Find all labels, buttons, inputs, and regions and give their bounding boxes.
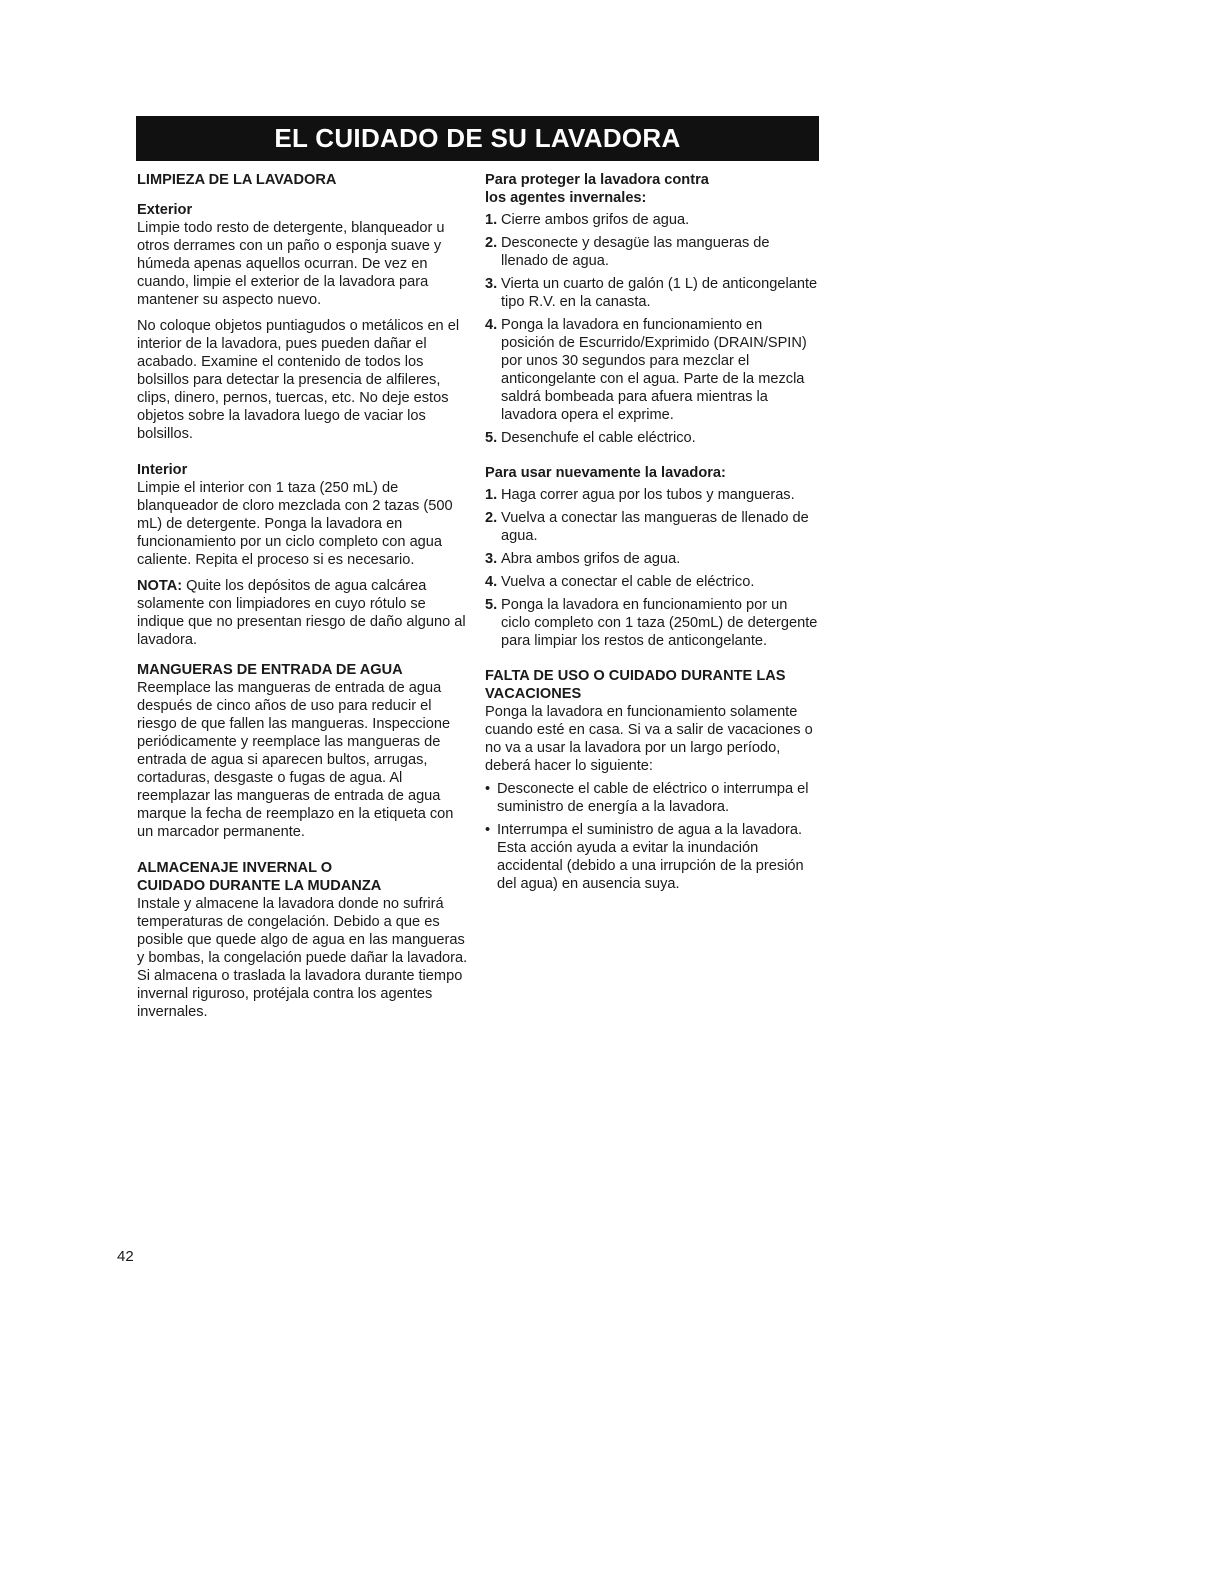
storage-title-line-2: CUIDADO DURANTE LA MUDANZA [137,878,382,894]
exterior-heading: Exterior [137,202,193,218]
exterior-paragraph-1: Limpie todo resto de detergente, blanqueador u otros derrames con un paño o esponja suave y húmeda apenas aquellos ocurran. De vez en cuando, limpie el exterior de la lavadora para mantener su aspecto nuevo. [137,220,445,308]
winter-heading-line-1: Para proteger la lavadora contra [485,172,709,188]
list-item [485,509,819,545]
step-number: 2. [485,510,498,526]
hoses-section-title: MANGUERAS DE ENTRADA DE AGUA [137,662,403,678]
list-item [485,596,819,650]
step-text: Vierta un cuarto de galón (1 L) de anticongelante tipo R.V. en la canasta. [501,276,818,310]
step-text: Desconecte y desagüe las mangueras de llenado de agua. [501,235,770,269]
note-text: Quite los depósitos de agua calcárea solamente con limpiadores en cuyo rótulo se indique que no presentan riesgo de daño alguno al lavadora. [137,578,466,648]
step-text: Cierre ambos grifos de agua. [501,212,690,228]
vacation-bullets-list [485,780,819,893]
list-item [485,573,819,591]
list-item [485,275,819,311]
hoses-paragraph: Reemplace las mangueras de entrada de agua después de cinco años de uso para reducir el riesgo de que fallen las mangueras. Inspeccione periódicamente y reemplace las mangueras de entrada de agua si aparecen bultos, arrugas, cortaduras, desgaste o fugas de agua. Al reemplazar las mangueras de entrada de agua marque la fecha de reemplazo en la etiqueta con un marcador permanente. [137,680,454,840]
vacation-paragraph: Ponga la lavadora en funcionamiento solamente cuando esté en casa. Si va a salir de vacaciones o no va a usar la lavadora por un largo período, deberá hacer lo siguiente: [485,704,813,774]
list-item [485,234,819,270]
bullet-text: Desconecte el cable de eléctrico o interrumpa el suministro de energía a la lavadora. [497,781,809,815]
interior-heading: Interior [137,462,188,478]
step-text: Abra ambos grifos de agua. [501,551,681,567]
winter-steps-list [485,211,819,447]
page-number: 42 [117,1248,134,1265]
page-title-bar [136,116,819,161]
step-text: Desenchufe el cable eléctrico. [501,430,696,446]
step-text: Vuelva a conectar las mangueras de llenado de agua. [501,510,809,544]
step-number: 1. [485,212,498,228]
list-item [485,486,819,504]
step-number: 4. [485,574,498,590]
cleaning-section-title: LIMPIEZA DE LA LAVADORA [137,172,337,188]
page-title: EL CUIDADO DE SU LAVADORA [274,123,681,153]
interior-paragraph-1: Limpie el interior con 1 taza (250 mL) de blanqueador de cloro mezclada con 2 tazas (500 mL) de detergente. Ponga la lavadora en funcionamiento por un ciclo completo con agua caliente. Repita el proceso si es necesario. [137,480,453,568]
list-item [485,550,819,568]
list-item [485,821,819,893]
step-number: 4. [485,317,498,333]
step-number: 3. [485,276,498,292]
bullet-text: Interrumpa el suministro de agua a la lavadora. Esta acción ayuda a evitar la inundación accidental (debido a una irrupción de la presión del agua) en ausencia suya. [497,822,804,892]
list-item [485,780,819,816]
left-column [137,171,473,1021]
bullet-icon: • [485,781,491,797]
interior-note [137,577,473,649]
step-number: 1. [485,487,498,503]
list-item [485,316,819,424]
step-number: 2. [485,235,498,251]
right-column [485,171,819,898]
exterior-paragraph-2: No coloque objetos puntiagudos o metálicos en el interior de la lavadora, pues pueden dañar el acabado. Examine el contenido de todos los bolsillos para detectar la presencia de alfileres, clips, dinero, pernos, tuercas, etc. No deje estos objetos sobre la lavadora luego de vaciar los bolsillos. [137,318,460,442]
storage-title-line-1: ALMACENAJE INVERNAL O [137,860,333,876]
step-number: 5. [485,597,498,613]
vacation-section-title: FALTA DE USO O CUIDADO DURANTE LAS VACACIONES [485,668,786,702]
note-label: NOTA: [137,578,183,594]
bullet-icon: • [485,822,491,838]
reuse-heading: Para usar nuevamente la lavadora: [485,465,726,481]
step-text: Ponga la lavadora en funcionamiento por un ciclo completo con 1 taza (250mL) de detergente para limpiar los restos de anticongelante. [501,597,818,649]
step-text: Vuelva a conectar el cable de eléctrico. [501,574,755,590]
step-number: 3. [485,551,498,567]
winter-heading-line-2: los agentes invernales: [485,190,647,206]
step-text: Ponga la lavadora en funcionamiento en posición de Escurrido/Exprimido (DRAIN/SPIN) por unos 30 segundos para mezclar el anticongelante con el agua. Parte de la mezcla saldrá bombeada para afuera mientras la lavadora opera el exprime. [501,317,807,423]
step-text: Haga correr agua por los tubos y mangueras. [501,487,795,503]
list-item [485,429,819,447]
reuse-steps-list [485,486,819,650]
step-number: 5. [485,430,498,446]
storage-paragraph: Instale y almacene la lavadora donde no sufrirá temperaturas de congelación. Debido a que es posible que quede algo de agua en las mangueras y bombas, la congelación puede dañar la lavadora. Si almacena o traslada la lavadora durante tiempo invernal riguroso, protéjala contra los agentes invernales. [137,896,468,1020]
list-item [485,211,819,229]
